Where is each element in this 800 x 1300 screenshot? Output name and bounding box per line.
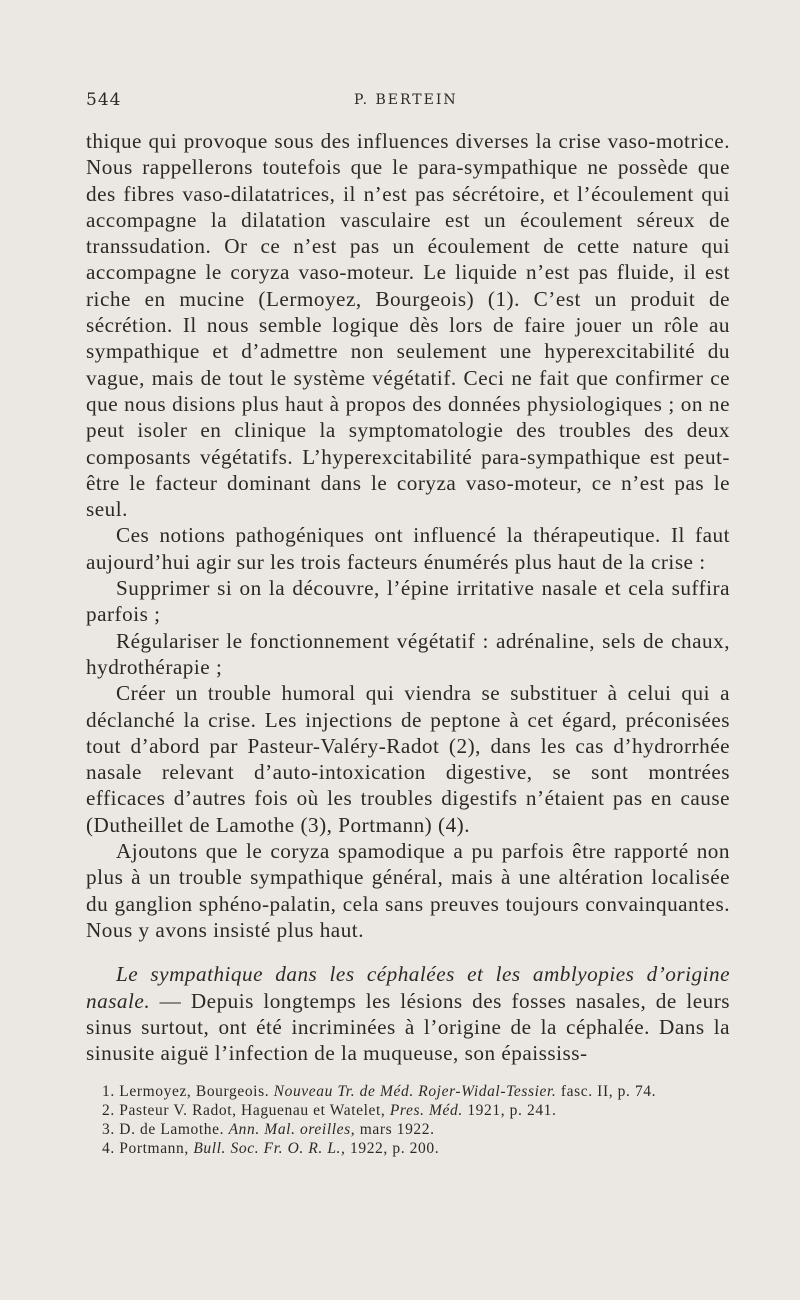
footnotes [86, 1082, 730, 1158]
paragraph: Créer un trouble humoral qui viendra se substituer à celui qui a déclanché la crise. Les injections de peptone à cet égard, préconisées tout d’abord par Pasteur-Valéry-Radot (2), dans les cas d’hydrorrhée nasale relevant d’auto-intoxication digestive, se sont montrées efficaces d’autres fois où les troubles digestifs n’étaient pas en cause (Dutheillet de Lamothe (3), Portmann) (4). [86, 681, 730, 837]
paragraph: Supprimer si on la découvre, l’épine irritative nasale et cela suffira parfois ; [86, 576, 730, 627]
footnote-source: Nouveau Tr. de Méd. Rojer-Widal-Tessier. [273, 1083, 557, 1101]
footnote-source: Bull. Soc. Fr. O. R. L., [193, 1140, 346, 1158]
paragraph: Ces notions pathogéniques ont influencé la thérapeutique. Il faut aujourd’hui agir sur les trois facteurs énumérés plus haut de la crise : [86, 523, 730, 574]
footnote-text: 1922, p. 200. [345, 1140, 440, 1158]
footnote-source: Ann. Mal. oreilles, [228, 1121, 356, 1139]
footnote-text: mars 1922. [355, 1121, 435, 1139]
section-text: — Depuis longtemps les lésions des fosses nasales, de leurs sinus surtout, ont été incriminées à l’origine de la céphalée. Dans la sinusite aiguë l’infection de la muqueuse, son épaississ- [86, 988, 730, 1066]
section-paragraph [86, 961, 730, 1066]
paragraph: Régulariser le fonctionnement végétatif : adrénaline, sels de chaux, hydrothérapie ; [86, 628, 730, 679]
footnote-text: 1921, p. 241. [462, 1102, 557, 1120]
footnote-text: 3. D. de Lamothe. [102, 1121, 229, 1139]
page-header [86, 84, 730, 114]
section-heading: Le sympathique dans les céphalées et les amblyopies d’origine nasale. [86, 962, 730, 1013]
running-head: P. BERTEIN [354, 92, 458, 108]
footnote [86, 1120, 730, 1139]
footnote [86, 1082, 730, 1101]
footnote-text: fasc. II, p. 74. [556, 1083, 657, 1101]
footnote-text: 4. Portmann, [102, 1140, 194, 1158]
paragraph: thique qui provoque sous des influences diverses la crise vaso-motrice. Nous rappellerons toutefois que le para-sympathique ne possède que des fibres vaso-dilatatrices, il n’est pas sécrétoire, et l’écoulement qui accompagne la dilatation vasculaire est un écoulement séreux de transsudation. Or ce n’est pas un écoulement de cette nature qui accompagne le coryza vaso-moteur. Le liquide n’est pas fluide, il est riche en mucine (Lermoyez, Bourgeois) (1). C’est un produit de sécrétion. Il nous semble logique dès lors de faire jouer un rôle au sympathique et d’admettre non seulement une hyperexcitabilité du vague, mais de tout le système végétatif. Ceci ne fait que confirmer ce que nous disions plus haut à propos des données physiologiques ; on ne peut isoler en clinique la symptomatologie des troubles des deux composants végétatifs. L’hyperexcitabilité para-sympathique est peut-être le facteur dominant dans le coryza vaso-moteur, ce n’est pas le seul. [86, 129, 730, 522]
footnote-source: Pres. Méd. [389, 1102, 463, 1120]
footnote [86, 1101, 730, 1120]
footnote-text: 1. Lermoyez, Bourgeois. [102, 1083, 274, 1101]
page-number: 544 [86, 90, 122, 110]
paragraph: Ajoutons que le coryza spamodique a pu parfois être rapporté non plus à un trouble sympathique général, mais à une altération localisée du ganglion sphéno-palatin, cela sans preuves toujours convainquantes. Nous y avons insisté plus haut. [86, 839, 730, 942]
body-text [86, 128, 730, 1066]
footnote [86, 1139, 730, 1158]
footnote-text: 2. Pasteur V. Radot, Haguenau et Watelet, [102, 1102, 390, 1120]
section-gap [86, 943, 730, 961]
